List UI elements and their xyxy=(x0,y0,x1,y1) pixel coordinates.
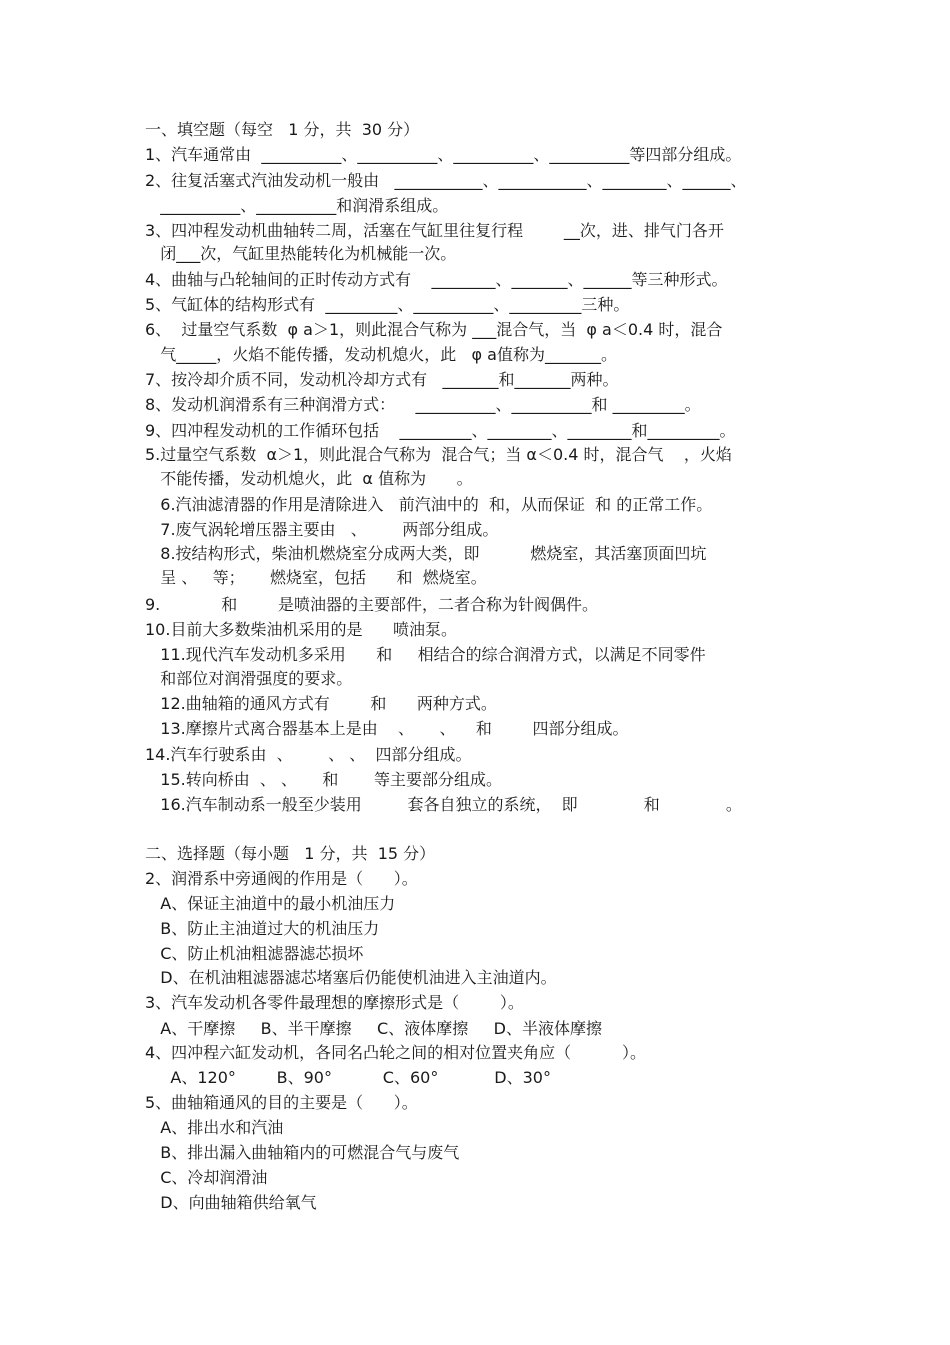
section2-line: B、排出漏入曲轴箱内的可燃混合气与废气 xyxy=(145,1143,460,1162)
section1-line: 4、曲轴与凸轮轴间的正时传动方式有 ________、_______、______等三种形式。 xyxy=(145,270,728,289)
section2-line: A、120° B、90° C、60° D、30° xyxy=(145,1068,551,1087)
section1-line: 8、发动机润滑系有三种润滑方式： __________、__________和 _________。 xyxy=(145,395,701,414)
section2-line: 3、汽车发动机各零件最理想的摩擦形式是（ ）。 xyxy=(145,993,524,1012)
section1-line: 6、 过量空气系数 φ a＞1，则此混合气称为 ___混合气，当 φ a＜0.4 时，混合 xyxy=(145,320,723,339)
section1-line: 11.现代汽车发动机多采用 和 相结合的综合润滑方式，以满足不同零件 xyxy=(145,645,706,664)
section2-line: A、干摩擦 B、半干摩擦 C、液体摩擦 D、半液体摩擦 xyxy=(145,1019,602,1038)
section1-line: 10.目前大多数柴油机采用的是 喷油泵。 xyxy=(145,620,457,639)
section1-line: 9、四冲程发动机的工作循环包括 _________、________、________和_________。 xyxy=(145,421,736,440)
section2-line: 5、曲轴箱通风的目的主要是（ ）。 xyxy=(145,1093,418,1112)
section1-line: 15.转向桥由 、 、 和 等主要部分组成。 xyxy=(145,770,502,789)
section1-line: 7.废气涡轮增压器主要由 、 两部分组成。 xyxy=(145,520,499,539)
section2-line: A、保证主油道中的最小机油压力 xyxy=(145,894,396,913)
section1-line: 和部位对润滑强度的要求。 xyxy=(145,669,353,688)
section1-title: 一、填空题（每空 1 分，共 30 分） xyxy=(145,120,420,139)
section1-line: 2、往复活塞式汽油发动机一般由 ___________、___________、________、______、 xyxy=(145,171,747,190)
section1-line: 14.汽车行驶系由 、 、 、 四部分组成。 xyxy=(145,745,472,764)
section2-line: D、向曲轴箱供给氧气 xyxy=(145,1193,317,1212)
section1-line: 13.摩擦片式离合器基本上是由 、 、 和 四部分组成。 xyxy=(145,719,629,738)
section1-line: 气_____，火焰不能传播，发动机熄火，此 φ a值称为_______。 xyxy=(145,345,617,364)
section1-line: 16.汽车制动系一般至少装用 套各自独立的系统， 即 和 。 xyxy=(145,795,742,814)
section2-line: B、防止主油道过大的机油压力 xyxy=(145,919,380,938)
section1-line: 8.按结构形式，柴油机燃烧室分成两大类，即 燃烧室，其活塞顶面凹坑 xyxy=(145,544,707,563)
section2-line: 2、润滑系中旁通阀的作用是（ ）。 xyxy=(145,869,418,888)
section2-line: C、防止机油粗滤器滤芯损坏 xyxy=(145,944,364,963)
section1-line: 3、四冲程发动机曲轴转二周，活塞在气缸里往复行程 __次，进、排气门各开 xyxy=(145,221,724,240)
section2-line: 4、四冲程六缸发动机，各同名凸轮之间的相对位置夹角应（ ）。 xyxy=(145,1043,647,1062)
section1-line: 呈 、 等； 燃烧室，包括 和 燃烧室。 xyxy=(145,568,487,587)
section2-title: 二、选择题（每小题 1 分，共 15 分） xyxy=(145,844,436,863)
section2-line: D、在机油粗滤器滤芯堵塞后仍能使机油进入主油道内。 xyxy=(145,968,557,987)
section1-line: 9. 和 是喷油器的主要部件，二者合称为针阀偶件。 xyxy=(145,595,598,614)
section1-line: __________、__________和润滑系组成。 xyxy=(145,196,449,215)
section2-line: A、排出水和汽油 xyxy=(145,1118,284,1137)
section1-line: 7、按冷却介质不同，发动机冷却方式有 _______和_______两种。 xyxy=(145,370,619,389)
section2-line: C、冷却润滑油 xyxy=(145,1168,268,1187)
section1-line: 不能传播，发动机熄火，此 α 值称为 。 xyxy=(145,469,473,488)
section1-line: 5、气缸体的结构形式有 _________、__________、_________三种。 xyxy=(145,295,630,314)
section1-line: 闭___次，气缸里热能转化为机械能一次。 xyxy=(145,244,457,263)
section1-line: 6.汽油滤清器的作用是清除进入 前汽油中的 和，从而保证 和 的正常工作。 xyxy=(145,495,713,514)
section1-line: 1、汽车通常由 __________、__________、__________、__________等四部分组成。 xyxy=(145,145,742,164)
section1-line: 12.曲轴箱的通风方式有 和 两种方式。 xyxy=(145,694,497,713)
section1-line: 5.过量空气系数 α＞1，则此混合气称为 混合气；当 α＜0.4 时，混合气 ，火焰 xyxy=(145,445,732,464)
